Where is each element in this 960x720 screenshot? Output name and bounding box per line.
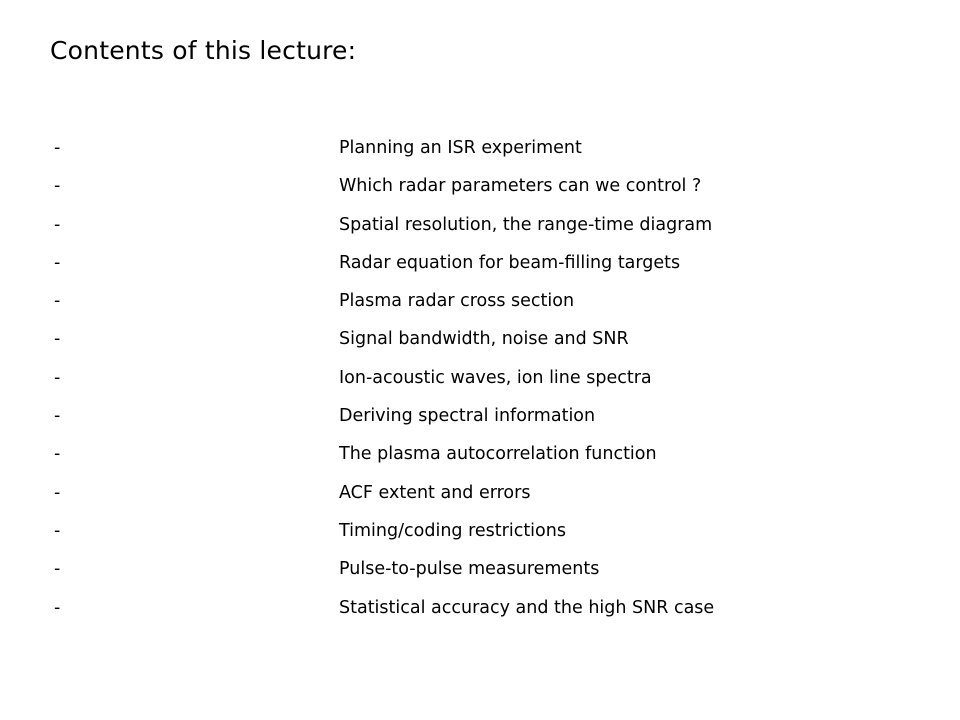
bullet-dash: - [54,520,61,541]
list-item-text: The plasma autocorrelation function [339,444,657,465]
list-item-text: Statistical accuracy and the high SNR case [339,597,715,618]
list-item-text: Timing/coding restrictions [339,520,566,541]
bullet-dash: - [54,214,61,235]
slide-title: Contents of this lecture: [50,36,357,65]
bullet-dash: - [54,444,61,465]
bullet-dash: - [54,329,61,350]
list-item-text: Which radar parameters can we control ? [339,176,702,197]
bullet-dash: - [54,482,61,503]
bullet-dash: - [54,176,61,197]
list-item-text: Deriving spectral information [339,406,596,427]
bullet-dash: - [54,406,61,427]
list-item-text: Ion-acoustic waves, ion line spectra [339,367,652,388]
bullet-dash: - [54,597,61,618]
list-item-text: Planning an ISR experiment [339,138,582,158]
list-item-text: Radar equation for beam-filling targets [339,252,681,273]
list-item-text: Spatial resolution, the range-time diagram [339,214,713,235]
list-item-text: Pulse-to-pulse measurements [339,559,600,580]
list-item-text: Plasma radar cross section [339,291,575,312]
bullet-dash: - [54,291,61,312]
bullet-dash: - [54,559,61,580]
list-item-text: ACF extent and errors [339,482,531,503]
bullet-dash: - [54,252,61,273]
bullet-dash: - [54,138,61,158]
bullet-dash: - [54,367,61,388]
list-item-text: Signal bandwidth, noise and SNR [339,329,629,350]
